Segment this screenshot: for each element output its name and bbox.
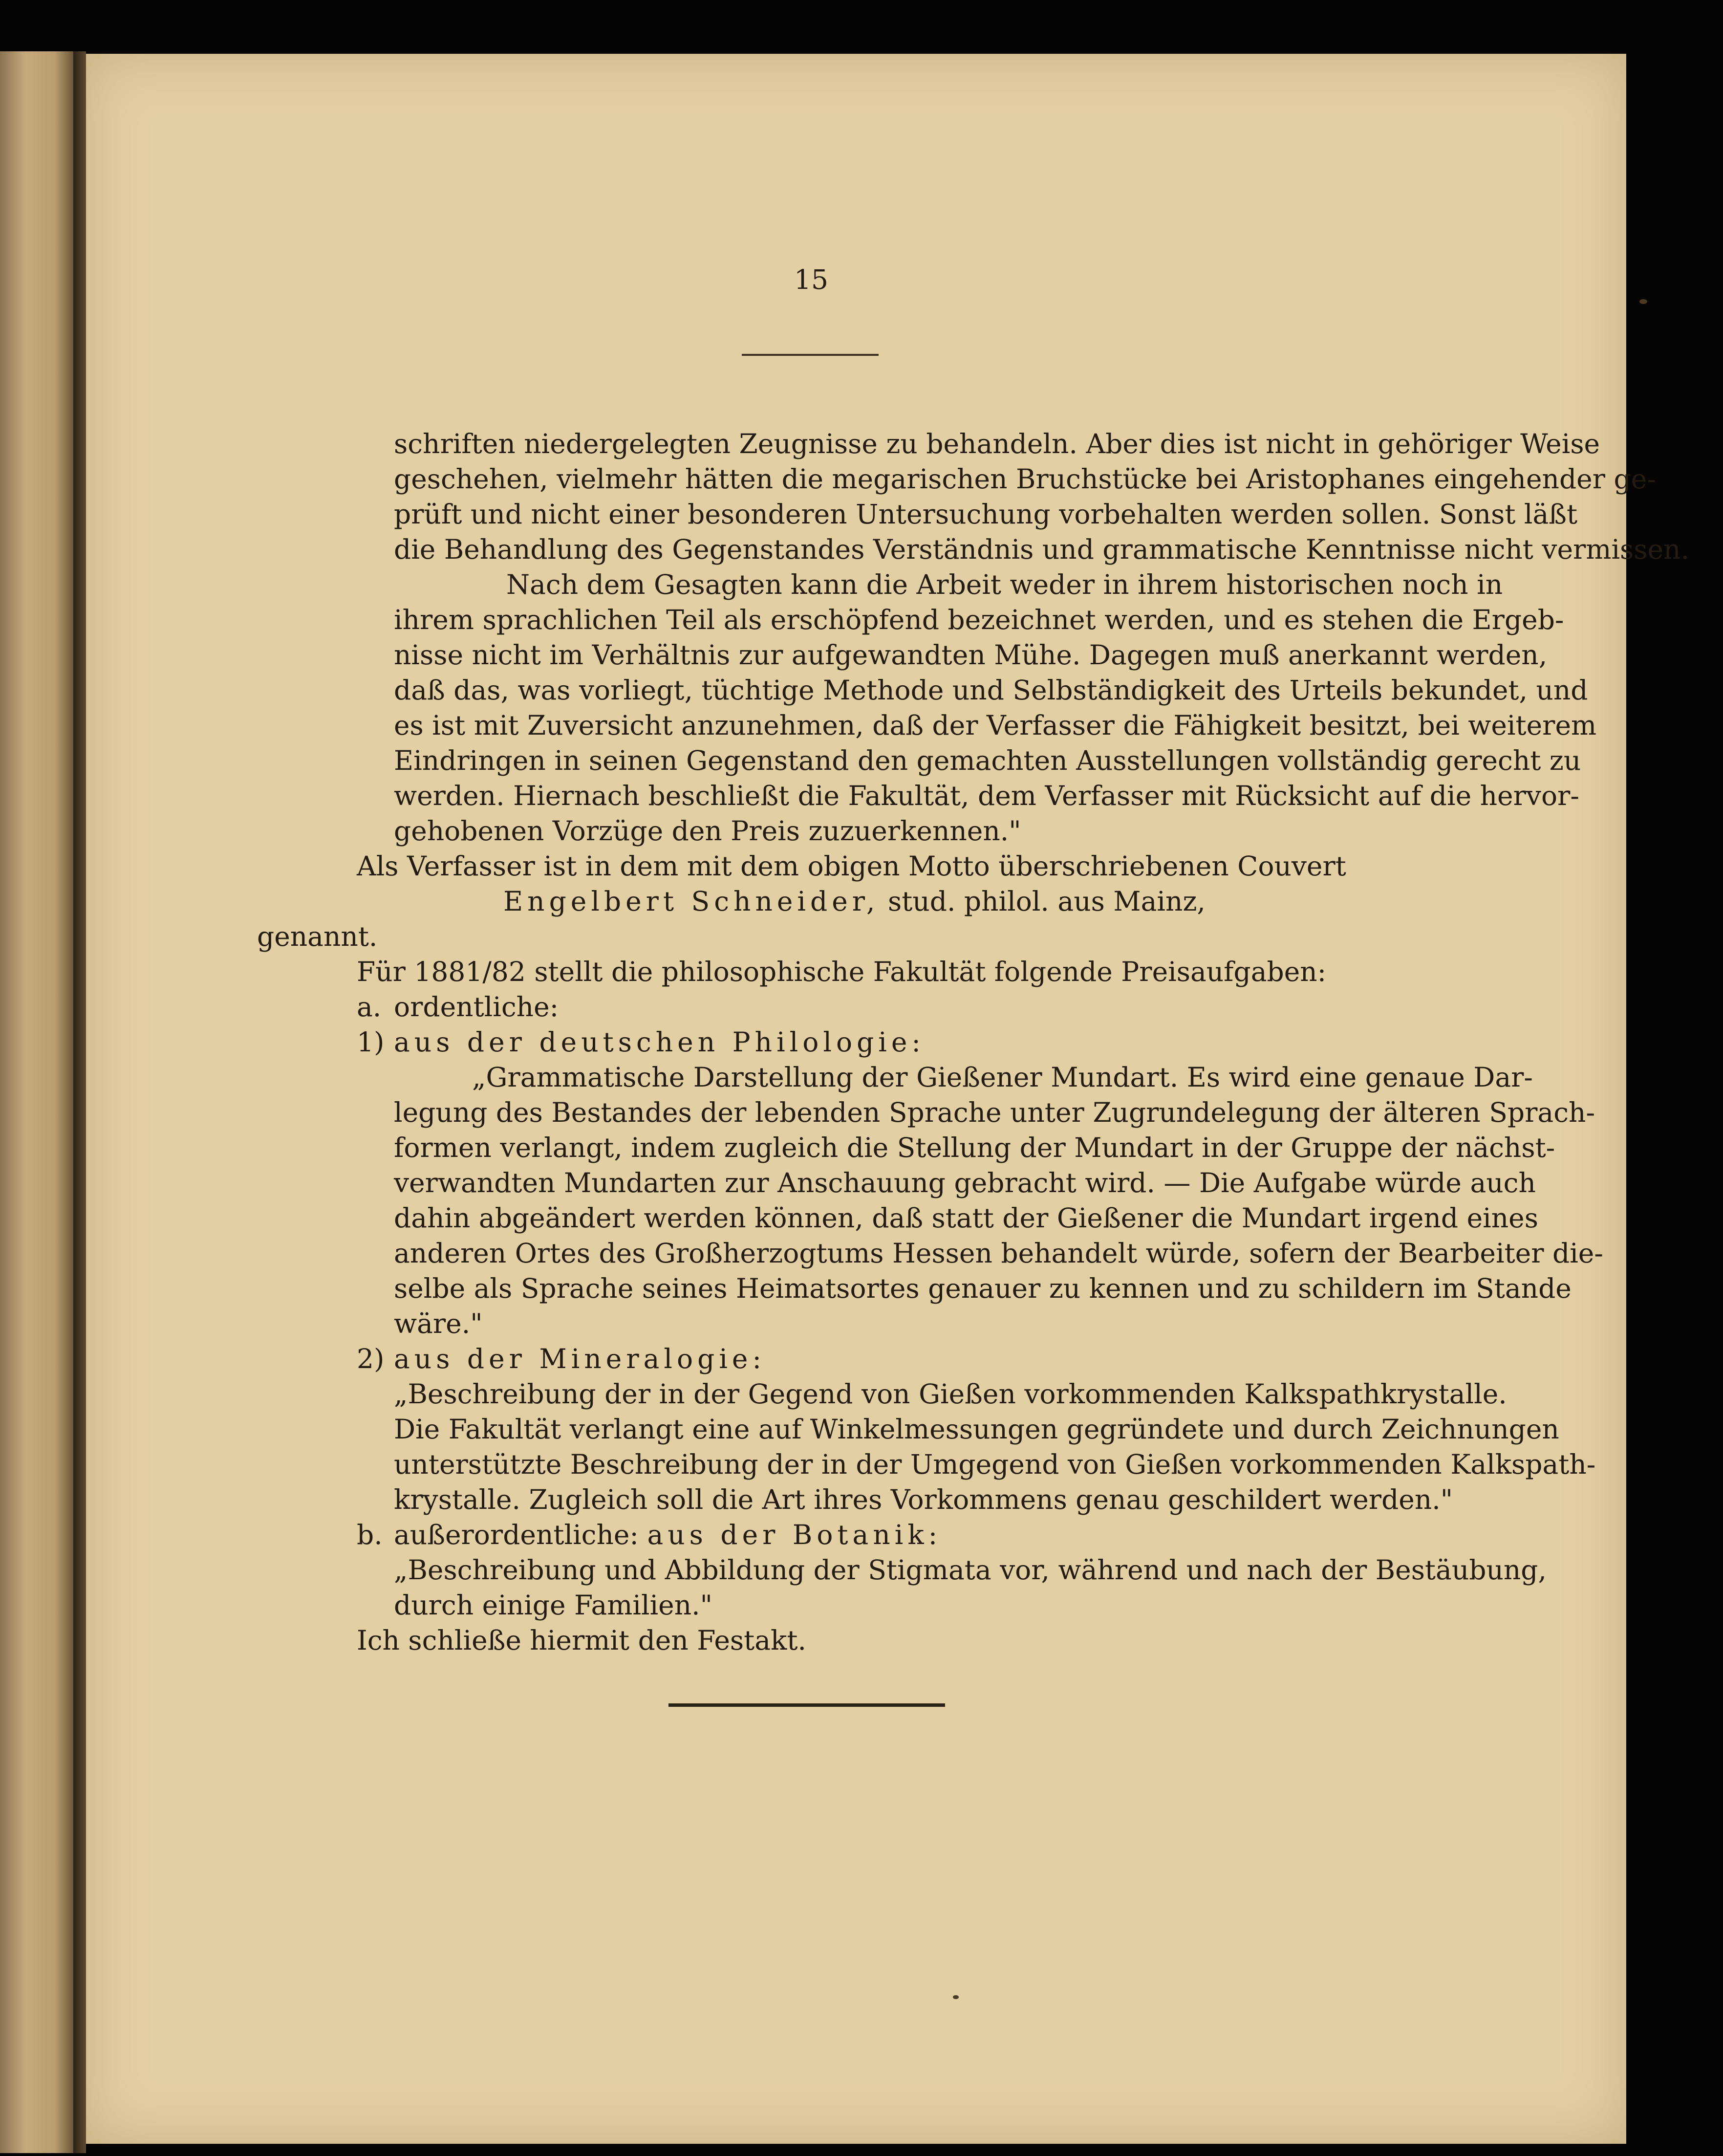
section-b-label: außerordentliche: — [394, 1519, 639, 1550]
text-line: formen verlangt, indem zugleich die Stellung der Mundart in der Gruppe der nächst- — [394, 1132, 1555, 1163]
text-line: „Beschreibung und Abbildung der Stigmata vor, während und nach der Bestäubung, — [394, 1554, 1547, 1586]
item-2-marker: 2) — [357, 1343, 385, 1374]
end-rule — [668, 1703, 945, 1707]
text-line: nisse nicht im Verhältnis zur aufgewandten Mühe. Dagegen muß anerkannt werden, — [394, 639, 1548, 671]
text-line: selbe als Sprache seines Heimatsortes genauer zu kennen und zu schildern im Stande — [394, 1273, 1572, 1304]
text-line: „Grammatische Darstellung der Gießener Mundart. Es wird eine genaue Dar- — [472, 1062, 1533, 1093]
text-line: legung des Bestandes der lebenden Sprache unter Zugrundelegung der älteren Sprach- — [394, 1097, 1595, 1128]
text-line: Die Fakultät verlangt eine auf Winkelmessungen gegründete und durch Zeichnungen — [394, 1414, 1559, 1445]
page-number: 15 — [794, 264, 828, 295]
text-line: „Beschreibung der in der Gegend von Gießen vorkommenden Kalkspathkrystalle. — [394, 1378, 1507, 1410]
text-line: gehobenen Vorzüge den Preis zuzuerkennen." — [394, 815, 1021, 847]
text-line: durch einige Familien." — [394, 1590, 712, 1621]
text-line: anderen Ortes des Großherzogtums Hessen behandelt würde, sofern der Bearbeiter die- — [394, 1238, 1603, 1269]
section-b-marker: b. — [357, 1519, 383, 1550]
text-line: schriften niedergelegten Zeugnisse zu behandeln. Aber dies ist nicht in gehöriger Weise — [394, 428, 1600, 459]
left-page-edge — [0, 51, 73, 2153]
text-line: dahin abgeändert werden können, daß statt der Gießener die Mundart irgend eines — [394, 1202, 1538, 1234]
text-line: werden. Hiernach beschließt die Fakultät, dem Verfasser mit Rücksicht auf die hervor- — [394, 780, 1579, 811]
author-intro: Als Verfasser ist in dem mit dem obigen Motto überschriebenen Couvert — [357, 850, 1346, 882]
text-line: Nach dem Gesagten kann die Arbeit weder in ihrem historischen noch in — [506, 569, 1503, 600]
text-line: wäre." — [394, 1308, 483, 1339]
prize-intro: Für 1881/82 stellt die philosophische Fakultät folgende Preisaufgaben: — [357, 956, 1327, 987]
closing-line: Ich schließe hiermit den Festakt. — [357, 1625, 806, 1656]
author-name: Engelbert Schneider, — [503, 886, 880, 917]
item-2-heading: aus der Mineralogie: — [394, 1343, 766, 1374]
section-b-line — [394, 1517, 1029, 1552]
item-1-marker: 1) — [357, 1026, 385, 1058]
paper-speck — [953, 1995, 959, 1999]
section-b-heading: aus der Botanik: — [647, 1519, 942, 1550]
text-line: daß das, was vorliegt, tüchtige Methode und Selbständigkeit des Urteils bekundet, und — [394, 675, 1588, 706]
paper-speck — [1639, 299, 1647, 304]
text-line: prüft und nicht einer besonderen Untersuchung vorbehalten werden sollen. Sonst läßt — [394, 499, 1578, 530]
text-line: verwandten Mundarten zur Anschauung gebracht wird. — Die Aufgabe würde auch — [394, 1167, 1536, 1198]
text-line: die Behandlung des Gegenstandes Verständnis und grammatische Kenntnisse nicht vermissen. — [394, 534, 1689, 565]
section-a-marker: a. — [357, 991, 382, 1023]
item-1-heading: aus der deutschen Philologie: — [394, 1026, 925, 1058]
text-line: Eindringen in seinen Gegenstand den gemachten Ausstellungen vollständig gerecht zu — [394, 745, 1581, 776]
text-line: es ist mit Zuversicht anzunehmen, daß der Verfasser die Fähigkeit besitzt, bei weiterem — [394, 710, 1597, 741]
section-a-label: ordentliche: — [394, 991, 559, 1023]
text-line: geschehen, vielmehr hätten die megarischen Bruchstücke bei Aristophanes eingehender ge- — [394, 463, 1656, 495]
author-line — [503, 884, 1206, 919]
book-gutter — [73, 51, 86, 2153]
text-line: unterstützte Beschreibung der in der Umgegend von Gießen vorkommenden Kalkspath- — [394, 1449, 1596, 1480]
named-text: genannt. — [257, 921, 378, 952]
text-line: krystalle. Zugleich soll die Art ihres Vorkommens genau geschildert werden." — [394, 1484, 1453, 1515]
text-line: ihrem sprachlichen Teil als erschöpfend bezeichnet werden, und es stehen die Ergeb- — [394, 604, 1564, 635]
page-number-rule — [742, 354, 879, 356]
author-detail: stud. philol. aus Mainz, — [888, 886, 1206, 917]
